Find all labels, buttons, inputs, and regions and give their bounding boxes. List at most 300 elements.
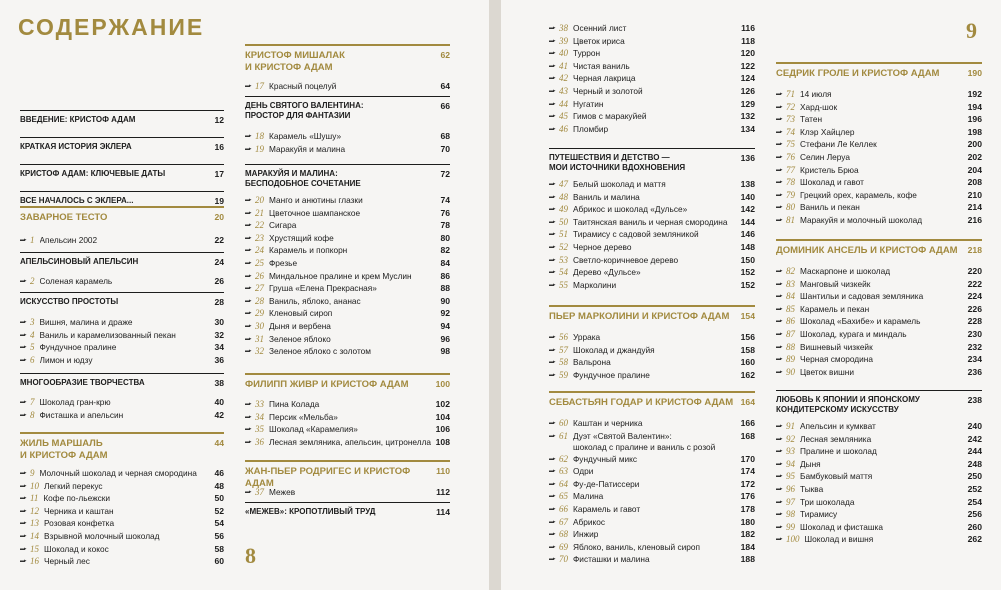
toc-entry bbox=[549, 47, 755, 60]
eclair-icon: ▬▸ bbox=[549, 87, 555, 94]
toc-entry bbox=[776, 508, 982, 521]
toc-entry bbox=[245, 244, 450, 257]
recipe-title: Тирамису bbox=[800, 509, 838, 520]
recipe-number: 71 bbox=[786, 89, 795, 99]
eclair-icon: ▬▸ bbox=[549, 181, 555, 187]
heading-row bbox=[245, 460, 450, 489]
recipe-number: 56 bbox=[559, 332, 568, 342]
heading-page-number: 72 bbox=[440, 169, 450, 179]
recipe-number: 79 bbox=[786, 189, 795, 200]
toc-entry bbox=[245, 307, 450, 320]
recipe-page-number: 180 bbox=[740, 516, 755, 527]
recipe-number: 14 bbox=[30, 530, 39, 541]
eclair-icon: ▬▸ bbox=[20, 558, 26, 565]
toc-entry bbox=[20, 505, 224, 518]
recipe-title: Татен bbox=[800, 114, 823, 125]
recipe-page-number: 262 bbox=[967, 534, 982, 545]
recipe-number: 78 bbox=[786, 177, 795, 188]
eclair-icon: ▬▸ bbox=[245, 209, 251, 216]
recipe-page-number: 52 bbox=[214, 505, 224, 516]
recipe-page-number: 192 bbox=[967, 89, 982, 99]
recipe-number: 60 bbox=[559, 418, 568, 428]
recipe-page-number: 40 bbox=[214, 397, 224, 407]
recipe-title: Шоколад и фисташка bbox=[800, 521, 883, 532]
recipe-number: 13 bbox=[30, 518, 39, 529]
recipe-title: Черная смородина bbox=[800, 354, 873, 365]
recipe-title: Уррака bbox=[573, 332, 601, 342]
eclair-icon: ▬▸ bbox=[549, 468, 555, 475]
recipe-number: 27 bbox=[255, 283, 264, 294]
recipe-title: Три шоколада bbox=[800, 496, 855, 507]
toc-entry bbox=[20, 354, 224, 367]
toc-entry bbox=[245, 295, 450, 308]
heading-page-number: 218 bbox=[967, 245, 982, 255]
heading-page-number: 17 bbox=[214, 169, 224, 179]
recipe-page-number: 182 bbox=[740, 529, 755, 540]
eclair-icon: ▬▸ bbox=[549, 37, 555, 44]
recipe-number: 91 bbox=[786, 421, 795, 431]
recipe-number: 21 bbox=[255, 207, 264, 218]
recipe-page-number: 220 bbox=[967, 266, 982, 276]
recipe-page-number: 92 bbox=[440, 308, 450, 319]
recipe-number: 53 bbox=[559, 254, 568, 265]
eclair-icon: ▬▸ bbox=[776, 423, 782, 429]
recipe-page-number: 80 bbox=[440, 232, 450, 243]
toc-entry bbox=[549, 331, 755, 344]
heading-page-number: 190 bbox=[967, 68, 982, 78]
recipe-number: 81 bbox=[786, 214, 795, 225]
eclair-icon: ▬▸ bbox=[549, 62, 555, 69]
toc-entry bbox=[776, 420, 982, 433]
recipe-number: 16 bbox=[30, 556, 39, 567]
toc-entry bbox=[245, 130, 450, 143]
recipe-page-number: 60 bbox=[214, 556, 224, 567]
eclair-icon: ▬▸ bbox=[776, 128, 782, 135]
intro-heading-row bbox=[20, 110, 224, 135]
heading-text: ЛЮБОВЬ К ЯПОНИИ И ЯПОНСКОМУ КОНДИТЕРСКОМУ ИСКУССТВУ bbox=[776, 395, 920, 414]
eclair-icon: ▬▸ bbox=[549, 359, 555, 366]
toc-entry bbox=[245, 333, 450, 346]
eclair-icon: ▬▸ bbox=[549, 269, 555, 276]
page-number-right: 9 bbox=[966, 18, 977, 43]
recipe-title: Осенний лист bbox=[573, 23, 627, 33]
eclair-icon: ▬▸ bbox=[245, 247, 251, 254]
eclair-icon: ▬▸ bbox=[245, 413, 251, 420]
toc-entry bbox=[549, 541, 755, 554]
heading-text: ДОМИНИК АНСЕЛЬ И КРИСТОФ АДАМ bbox=[776, 245, 958, 256]
eclair-icon: ▬▸ bbox=[549, 256, 555, 263]
recipe-title: Манго и анютины глазки bbox=[269, 195, 363, 205]
recipe-number: 39 bbox=[559, 35, 568, 46]
recipe-title: Вишня, малина и драже bbox=[39, 317, 133, 327]
recipe-title: Дыня bbox=[800, 458, 821, 469]
toc-entry bbox=[776, 278, 982, 291]
eclair-icon: ▬▸ bbox=[549, 206, 555, 213]
toc-entry bbox=[245, 411, 450, 424]
heading-text: КРИСТОФ АДАМ: КЛЮЧЕВЫЕ ДАТЫ bbox=[20, 169, 166, 178]
recipe-number: 96 bbox=[786, 483, 795, 494]
recipe-title: Миндальное пралине и крем Муслин bbox=[269, 270, 412, 281]
recipe-page-number: 174 bbox=[740, 466, 755, 477]
heading-page-number: 38 bbox=[214, 378, 224, 388]
subsection-heading bbox=[20, 252, 224, 267]
toc-entry bbox=[245, 194, 450, 207]
subsection-heading bbox=[245, 96, 450, 121]
toc-entry bbox=[776, 176, 982, 189]
recipe-page-number: 138 bbox=[740, 179, 755, 189]
recipe-page-number: 232 bbox=[967, 341, 982, 352]
eclair-icon: ▬▸ bbox=[776, 216, 782, 223]
recipe-number: 86 bbox=[786, 316, 795, 327]
eclair-icon: ▬▸ bbox=[20, 399, 26, 405]
heading-page-number: 44 bbox=[214, 438, 224, 448]
toc-entry bbox=[776, 214, 982, 227]
recipe-page-number: 116 bbox=[741, 23, 755, 33]
recipe-page-number: 26 bbox=[214, 276, 224, 286]
eclair-icon: ▬▸ bbox=[20, 495, 26, 502]
recipe-number: 100 bbox=[786, 534, 800, 545]
recipe-title: Гимов с маракуйей bbox=[573, 111, 647, 122]
recipe-number: 49 bbox=[559, 204, 568, 215]
recipe-title: Абрикос и шоколад «Дульсе» bbox=[573, 204, 688, 215]
recipe-number: 24 bbox=[255, 245, 264, 256]
recipe-number: 43 bbox=[559, 85, 568, 96]
eclair-icon: ▬▸ bbox=[245, 259, 251, 266]
eclair-icon: ▬▸ bbox=[549, 334, 555, 340]
eclair-icon: ▬▸ bbox=[245, 83, 251, 89]
intro-heading-row bbox=[20, 164, 224, 189]
recipe-number: 51 bbox=[559, 229, 568, 240]
entry-list bbox=[549, 417, 755, 566]
eclair-icon: ▬▸ bbox=[20, 331, 26, 338]
section-heading bbox=[20, 206, 224, 224]
recipe-page-number: 70 bbox=[440, 143, 450, 154]
eclair-icon: ▬▸ bbox=[776, 91, 782, 97]
recipe-number: 88 bbox=[786, 341, 795, 352]
recipe-title: Взрывной молочный шоколад bbox=[44, 530, 160, 541]
entry-list bbox=[776, 265, 982, 378]
recipe-number: 30 bbox=[255, 320, 264, 331]
eclair-icon: ▬▸ bbox=[245, 197, 251, 203]
recipe-title: Лесная земляника bbox=[800, 433, 872, 444]
recipe-title: Фундучное пралине bbox=[39, 342, 117, 353]
recipe-title: Легкий перекус bbox=[44, 480, 103, 491]
entry-list bbox=[245, 80, 450, 93]
toc-entry bbox=[776, 533, 982, 546]
recipe-number: 64 bbox=[559, 478, 568, 489]
recipe-page-number: 74 bbox=[440, 195, 450, 205]
recipe-number: 34 bbox=[255, 411, 264, 422]
recipe-page-number: 204 bbox=[967, 164, 982, 175]
heading-row bbox=[20, 206, 224, 224]
recipe-number: 33 bbox=[255, 399, 264, 409]
toc-entry bbox=[549, 228, 755, 241]
recipe-page-number: 58 bbox=[214, 543, 224, 554]
heading-text: ИСКУССТВО ПРОСТОТЫ bbox=[20, 297, 119, 306]
toc-entry bbox=[549, 344, 755, 357]
recipe-title: Пралине и шоколад bbox=[800, 446, 877, 457]
section-heading bbox=[245, 44, 450, 73]
recipe-number: 2 bbox=[30, 276, 35, 286]
toc-entry bbox=[245, 436, 450, 449]
recipe-page-number: 84 bbox=[440, 257, 450, 268]
recipe-page-number: 244 bbox=[967, 446, 982, 457]
toc-entry bbox=[776, 303, 982, 316]
toc-entry bbox=[549, 85, 755, 98]
recipe-page-number: 54 bbox=[214, 518, 224, 529]
toc-entry bbox=[776, 265, 982, 278]
eclair-icon: ▬▸ bbox=[549, 25, 555, 31]
recipe-page-number: 196 bbox=[967, 114, 982, 125]
recipe-title: Апельсин 2002 bbox=[39, 235, 98, 245]
recipe-number: 42 bbox=[559, 73, 568, 84]
heading-text: ПЬЕР МАРКОЛИНИ И КРИСТОФ АДАМ bbox=[549, 311, 730, 322]
recipe-title: Цветочное шампанское bbox=[269, 207, 361, 218]
intro-list bbox=[20, 110, 224, 218]
recipe-number: 25 bbox=[255, 257, 264, 268]
eclair-icon: ▬▸ bbox=[776, 204, 782, 211]
recipe-number: 44 bbox=[559, 98, 568, 109]
heading-page-number: 24 bbox=[214, 257, 224, 267]
recipe-title: Шоколад, курага и миндаль bbox=[800, 328, 907, 339]
eclair-icon: ▬▸ bbox=[776, 280, 782, 287]
toc-entry bbox=[776, 521, 982, 534]
recipe-number: 36 bbox=[255, 436, 264, 447]
recipe-number: 9 bbox=[30, 468, 35, 478]
section-heading bbox=[245, 373, 450, 391]
toc-entry bbox=[776, 433, 982, 446]
recipe-title: Шоколад и гавот bbox=[800, 177, 864, 188]
recipe-title: Черный лес bbox=[44, 556, 90, 567]
eclair-icon: ▬▸ bbox=[549, 218, 555, 225]
right-page bbox=[501, 0, 1001, 590]
recipe-number: 18 bbox=[255, 131, 264, 141]
recipe-page-number: 150 bbox=[740, 254, 755, 265]
recipe-title: Фундучный микс bbox=[573, 453, 638, 464]
toc-entry bbox=[776, 470, 982, 483]
eclair-icon: ▬▸ bbox=[549, 556, 555, 563]
recipe-number: 19 bbox=[255, 143, 264, 154]
recipe-page-number: 132 bbox=[740, 111, 755, 122]
recipe-number: 90 bbox=[786, 366, 795, 377]
recipe-title: Тыква bbox=[800, 483, 824, 494]
recipe-number: 7 bbox=[30, 397, 35, 407]
recipe-page-number: 222 bbox=[967, 278, 982, 289]
recipe-page-number: 36 bbox=[214, 354, 224, 365]
book-gutter bbox=[489, 0, 501, 590]
recipe-number: 97 bbox=[786, 496, 795, 507]
recipe-number: 72 bbox=[786, 101, 795, 112]
recipe-page-number: 124 bbox=[740, 73, 755, 84]
recipe-page-number: 194 bbox=[967, 101, 982, 112]
recipe-title: Черное дерево bbox=[573, 241, 632, 252]
heading-text: «МЕЖЕВ»: КРОПОТЛИВЫЙ ТРУД bbox=[245, 507, 376, 516]
heading-page-number: 110 bbox=[436, 466, 450, 476]
recipe-title: Шоколад и джандуйя bbox=[573, 344, 655, 355]
heading-text: ФИЛИПП ЖИВР И КРИСТОФ АДАМ bbox=[245, 379, 409, 390]
toc-entry bbox=[776, 126, 982, 139]
recipe-number: 77 bbox=[786, 164, 795, 175]
toc-entry bbox=[776, 496, 982, 509]
toc-entry bbox=[776, 138, 982, 151]
eclair-icon: ▬▸ bbox=[549, 493, 555, 500]
left-page bbox=[0, 0, 489, 590]
toc-entry bbox=[245, 486, 450, 499]
eclair-icon: ▬▸ bbox=[776, 116, 782, 123]
recipe-title: Малина bbox=[573, 491, 604, 502]
heading-page-number: 100 bbox=[435, 379, 450, 389]
entry-list bbox=[549, 178, 755, 291]
recipe-number: 38 bbox=[559, 23, 568, 33]
eclair-icon: ▬▸ bbox=[245, 335, 251, 342]
recipe-page-number: 64 bbox=[440, 81, 450, 91]
recipe-number: 67 bbox=[559, 516, 568, 527]
recipe-number: 5 bbox=[30, 342, 35, 353]
recipe-number: 63 bbox=[559, 466, 568, 477]
recipe-page-number: 208 bbox=[967, 177, 982, 188]
recipe-title: Хард-шок bbox=[800, 101, 838, 112]
page-number-left: 8 bbox=[245, 543, 256, 568]
section-heading bbox=[776, 239, 982, 257]
toc-entry bbox=[549, 35, 755, 48]
recipe-title: Шоколад гран-крю bbox=[39, 397, 111, 407]
eclair-icon: ▬▸ bbox=[245, 285, 251, 292]
heading-page-number: 16 bbox=[214, 142, 224, 152]
recipe-number: 52 bbox=[559, 241, 568, 252]
eclair-icon: ▬▸ bbox=[776, 536, 782, 543]
recipe-title: Межев bbox=[269, 487, 296, 497]
recipe-title: Розовая конфетка bbox=[44, 518, 115, 529]
toc-entry bbox=[776, 88, 982, 101]
recipe-title: Сигара bbox=[269, 220, 297, 231]
toc-entry bbox=[245, 423, 450, 436]
heading-text: ВВЕДЕНИЕ: КРИСТОФ АДАМ bbox=[20, 115, 136, 124]
recipe-page-number: 202 bbox=[967, 151, 982, 162]
toc-entry bbox=[549, 528, 755, 541]
recipe-number: 68 bbox=[559, 529, 568, 540]
section-heading bbox=[245, 460, 450, 489]
heading-text: СЕБАСТЬЯН ГОДАР И КРИСТОФ АДАМ bbox=[549, 397, 734, 408]
recipe-page-number: 42 bbox=[214, 409, 224, 420]
toc-entry bbox=[245, 345, 450, 358]
recipe-page-number: 98 bbox=[440, 346, 450, 357]
recipe-title: Дуэт «Святой Валентин»: шоколад с пралине и ваниль с розой bbox=[573, 430, 716, 452]
subsection-heading bbox=[20, 292, 224, 307]
eclair-icon: ▬▸ bbox=[20, 278, 26, 284]
toc-entry bbox=[245, 232, 450, 245]
eclair-icon: ▬▸ bbox=[549, 243, 555, 250]
recipe-number: 93 bbox=[786, 446, 795, 457]
toc-entry bbox=[549, 490, 755, 503]
eclair-icon: ▬▸ bbox=[20, 411, 26, 418]
entry-list bbox=[20, 467, 224, 568]
recipe-title: Туррон bbox=[573, 48, 601, 59]
heading-page-number: 164 bbox=[740, 397, 755, 407]
recipe-page-number: 188 bbox=[740, 554, 755, 565]
recipe-number: 35 bbox=[255, 424, 264, 435]
eclair-icon: ▬▸ bbox=[776, 498, 782, 505]
heading-row bbox=[20, 373, 224, 388]
eclair-icon: ▬▸ bbox=[245, 438, 251, 445]
eclair-icon: ▬▸ bbox=[245, 133, 251, 139]
toc-entry bbox=[245, 257, 450, 270]
recipe-number: 73 bbox=[786, 114, 795, 125]
recipe-title: Таитянская ваниль и черная смородина bbox=[573, 216, 728, 227]
recipe-title: Светло-коричневое дерево bbox=[573, 254, 679, 265]
subsection-heading bbox=[245, 502, 450, 517]
recipe-number: 85 bbox=[786, 303, 795, 314]
recipe-page-number: 200 bbox=[967, 139, 982, 150]
recipe-page-number: 118 bbox=[741, 35, 755, 46]
heading-row bbox=[245, 373, 450, 391]
heading-row bbox=[776, 390, 982, 415]
recipe-page-number: 102 bbox=[435, 399, 450, 409]
recipe-title: Чистая ваниль bbox=[573, 60, 630, 71]
entry-list bbox=[20, 396, 224, 421]
recipe-number: 37 bbox=[255, 487, 264, 497]
eclair-icon: ▬▸ bbox=[20, 507, 26, 514]
recipe-page-number: 88 bbox=[440, 283, 450, 294]
subsection-heading bbox=[245, 164, 450, 189]
heading-text: ПУТЕШЕСТВИЯ И ДЕТСТВО — МОИ ИСТОЧНИКИ ВДОХНОВЕНИЯ bbox=[549, 153, 686, 172]
toc-entry bbox=[245, 80, 450, 93]
recipe-page-number: 108 bbox=[435, 436, 450, 447]
recipe-page-number: 236 bbox=[967, 366, 982, 377]
recipe-page-number: 228 bbox=[967, 316, 982, 327]
recipe-number: 20 bbox=[255, 195, 264, 205]
recipe-number: 32 bbox=[255, 346, 264, 357]
heading-row bbox=[245, 502, 450, 517]
toc-entry bbox=[776, 328, 982, 341]
recipe-page-number: 112 bbox=[436, 487, 450, 497]
recipe-number: 95 bbox=[786, 471, 795, 482]
recipe-number: 58 bbox=[559, 357, 568, 368]
toc-entry bbox=[776, 101, 982, 114]
recipe-page-number: 34 bbox=[214, 342, 224, 353]
toc-entry bbox=[20, 409, 224, 422]
eclair-icon: ▬▸ bbox=[776, 368, 782, 375]
recipe-title: Зеленое яблоко bbox=[269, 333, 331, 344]
recipe-title: Одри bbox=[573, 466, 594, 477]
heading-row bbox=[20, 432, 224, 461]
eclair-icon: ▬▸ bbox=[776, 179, 782, 186]
heading-text: АПЕЛЬСИНОВЫЙ АПЕЛЬСИН bbox=[20, 257, 139, 266]
recipe-page-number: 260 bbox=[967, 521, 982, 532]
recipe-page-number: 248 bbox=[967, 458, 982, 469]
recipe-number: 23 bbox=[255, 232, 264, 243]
eclair-icon: ▬▸ bbox=[20, 319, 26, 325]
toc-entry bbox=[549, 553, 755, 566]
eclair-icon: ▬▸ bbox=[549, 432, 555, 439]
recipe-page-number: 126 bbox=[740, 85, 755, 96]
heading-text: ВСЕ НАЧАЛОСЬ С ЭКЛЕРА... bbox=[20, 196, 134, 205]
recipe-title: Кофе по-льежски bbox=[43, 493, 111, 504]
recipe-title: Шоколад «Бахибе» и карамель bbox=[800, 316, 921, 327]
recipe-page-number: 48 bbox=[214, 480, 224, 491]
recipe-page-number: 129 bbox=[740, 98, 755, 109]
recipe-number: 76 bbox=[786, 151, 795, 162]
eclair-icon: ▬▸ bbox=[20, 237, 26, 243]
recipe-number: 75 bbox=[786, 139, 795, 150]
recipe-page-number: 170 bbox=[740, 453, 755, 464]
toc-entry bbox=[20, 234, 224, 247]
eclair-icon: ▬▸ bbox=[245, 234, 251, 241]
toc-entry bbox=[245, 270, 450, 283]
eclair-icon: ▬▸ bbox=[20, 482, 26, 489]
heading-text: КРИСТОФ МИШАЛАК И КРИСТОФ АДАМ bbox=[245, 50, 345, 73]
recipe-number: 28 bbox=[255, 295, 264, 306]
recipe-page-number: 32 bbox=[214, 329, 224, 340]
